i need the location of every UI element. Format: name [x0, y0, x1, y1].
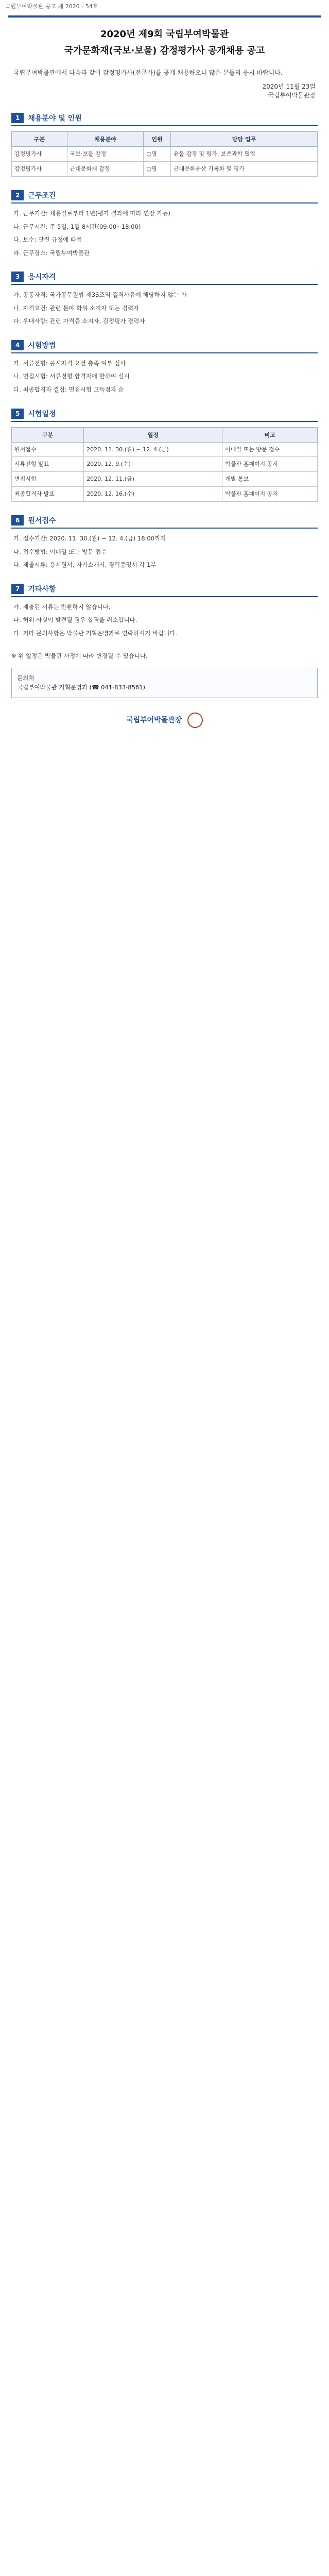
section-number: 3: [11, 272, 24, 282]
table-header-cell: 구분: [12, 132, 67, 147]
section-header: [11, 113, 318, 126]
section-header: [11, 584, 318, 597]
list-item: 나. 접수방법: 이메일 또는 방문 접수: [13, 548, 107, 555]
section: [11, 190, 318, 258]
title-line-2: 국가문화재(국보·보물) 감정평가사 공개채용 공고: [64, 45, 265, 56]
table-cell: 2020. 11. 30.(월) ~ 12. 4.(금): [84, 442, 222, 457]
intro-text: 국립부여박물관에서 다음과 같이 감정평가사(전문가)를 공개 채용하오니 많은 분들의 응시 바랍니다.: [13, 69, 283, 76]
title-line-1: 2020년 제9회 국립부여박물관: [100, 29, 229, 40]
notice-date: 2020년 11월 23일: [262, 83, 316, 91]
notice-org: 국립부여박물관장: [268, 92, 316, 99]
section: [11, 409, 318, 502]
section-list: [13, 534, 316, 570]
table-header-row: [12, 427, 318, 442]
list-item: 가. 서류전형: 응시자격 요건 충족 여부 심사: [13, 359, 126, 367]
table-header-cell: 인원: [144, 132, 170, 147]
bottom-signature: [0, 713, 329, 728]
table-header-cell: 비고: [222, 427, 318, 442]
table-cell: ○명: [144, 162, 170, 177]
list-item: 가. 공통자격: 국가공무원법 제33조의 결격사유에 해당하지 않는 자: [13, 291, 187, 299]
section-title: 기타사항: [28, 585, 56, 594]
table-row: [12, 472, 318, 487]
list-item: 다. 기타 문의사항은 박물관 기획운영과로 연락하시기 바랍니다.: [13, 630, 178, 637]
table-header-cell: 채용분야: [67, 132, 144, 147]
signature-text: 국립부여박물관장: [126, 716, 182, 724]
title-block: [8, 15, 321, 61]
table-header-row: [12, 132, 318, 147]
table-cell: 이메일 또는 방문 접수: [222, 442, 318, 457]
list-item: 나. 근무시간: 주 5일, 1일 8시간(09:00~18:00): [13, 223, 141, 230]
table-cell: 2020. 12. 16.(수): [84, 487, 222, 502]
section: [11, 113, 318, 177]
table-cell: 감정평가사: [12, 162, 67, 177]
table-header-cell: 구분: [12, 427, 84, 442]
table-cell: 서류전형 발표: [12, 457, 84, 472]
official-seal-icon: [187, 713, 203, 728]
table-cell: 2020. 12. 9.(수): [84, 457, 222, 472]
section-title: 시험일정: [28, 410, 56, 418]
table-cell: 근대문화재 감정: [67, 162, 144, 177]
section-number: 7: [11, 584, 24, 594]
section-header: [11, 190, 318, 204]
section-header: [11, 340, 318, 353]
date-signature: [0, 82, 316, 99]
list-item: 다. 우대사항: 관련 자격증 소지자, 감정평가 경력자: [13, 317, 145, 325]
list-item: 다. 제출서류: 응시원서, 자기소개서, 경력증명서 각 1부: [13, 561, 157, 569]
table-cell: 국보·보물 감정: [67, 147, 144, 162]
section-list: [13, 602, 316, 639]
table-cell: ○명: [144, 147, 170, 162]
table-row: [12, 442, 318, 457]
table-header-cell: 담당 업무: [170, 132, 317, 147]
table-cell: 박물관 홈페이지 공지: [222, 487, 318, 502]
table-cell: 면접시험: [12, 472, 84, 487]
list-item: 다. 보수: 관련 규정에 따름: [13, 236, 82, 244]
table-header-cell: 일정: [84, 427, 222, 442]
list-item: 가. 근무기간: 채용일로부터 1년(평가 결과에 따라 연장 가능): [13, 210, 170, 217]
table-cell: 근대문화유산 기록화 및 평가: [170, 162, 317, 177]
list-item: 라. 근무장소: 국립부여박물관: [13, 249, 90, 257]
section-number: 1: [11, 113, 24, 123]
section-title: 근무조건: [28, 192, 56, 200]
table-row: [12, 162, 318, 177]
section-list: [13, 359, 316, 395]
sections: [0, 113, 329, 638]
section: [11, 272, 318, 327]
section-header: [11, 515, 318, 529]
section-header: [11, 272, 318, 285]
section-list: [13, 209, 316, 258]
list-item: 나. 허위 사실이 발견될 경우 합격을 취소합니다.: [13, 616, 137, 624]
section-title: 응시자격: [28, 273, 56, 282]
section: [11, 584, 318, 639]
section-header: [11, 409, 318, 422]
section-number: 6: [11, 515, 24, 526]
table-cell: 감정평가사: [12, 147, 67, 162]
table-cell: 개별 통보: [222, 472, 318, 487]
notice-number: 국립부여박물관 공고 제 2020 - 54호: [5, 3, 98, 10]
section-list: [13, 290, 316, 327]
list-item: 다. 최종합격자 결정: 면접시험 고득점자 순: [13, 385, 124, 393]
table-cell: 최종합격자 발표: [12, 487, 84, 502]
table-row: [12, 457, 318, 472]
section-number: 4: [11, 340, 24, 350]
table-cell: 유물 감정 및 평가, 보존과학 협업: [170, 147, 317, 162]
section: [11, 515, 318, 570]
list-item: 나. 면접시험: 서류전형 합격자에 한하여 실시: [13, 372, 130, 380]
table-cell: 2020. 12. 11.(금): [84, 472, 222, 487]
section-title: 원서접수: [28, 517, 56, 526]
list-item: 나. 자격요건: 관련 분야 학위 소지자 또는 경력자: [13, 304, 140, 312]
section-title: 시험방법: [28, 341, 56, 350]
section-number: 5: [11, 409, 24, 419]
section-table: [11, 427, 318, 502]
section-title: 채용분야 및 인원: [28, 114, 82, 123]
contact-line: 국립부여박물관 기획운영과 (☎ 041-833-8561): [17, 684, 146, 691]
list-item: 가. 접수기간: 2020. 11. 30.(월) ~ 12. 4.(금) 18:00까지: [13, 535, 166, 543]
table-cell: 원서접수: [12, 442, 84, 457]
contact-box: [11, 668, 318, 698]
section-number: 2: [11, 190, 24, 200]
footer-note: ※ 위 일정은 박물관 사정에 따라 변경될 수 있습니다.: [11, 652, 148, 659]
list-item: 가. 제출된 서류는 반환하지 않습니다.: [13, 603, 111, 611]
contact-title: 문의처: [17, 674, 34, 682]
table-row: [12, 487, 318, 502]
table-cell: 박물관 홈페이지 공지: [222, 457, 318, 472]
section-table: [11, 131, 318, 177]
section: [11, 340, 318, 395]
table-row: [12, 147, 318, 162]
